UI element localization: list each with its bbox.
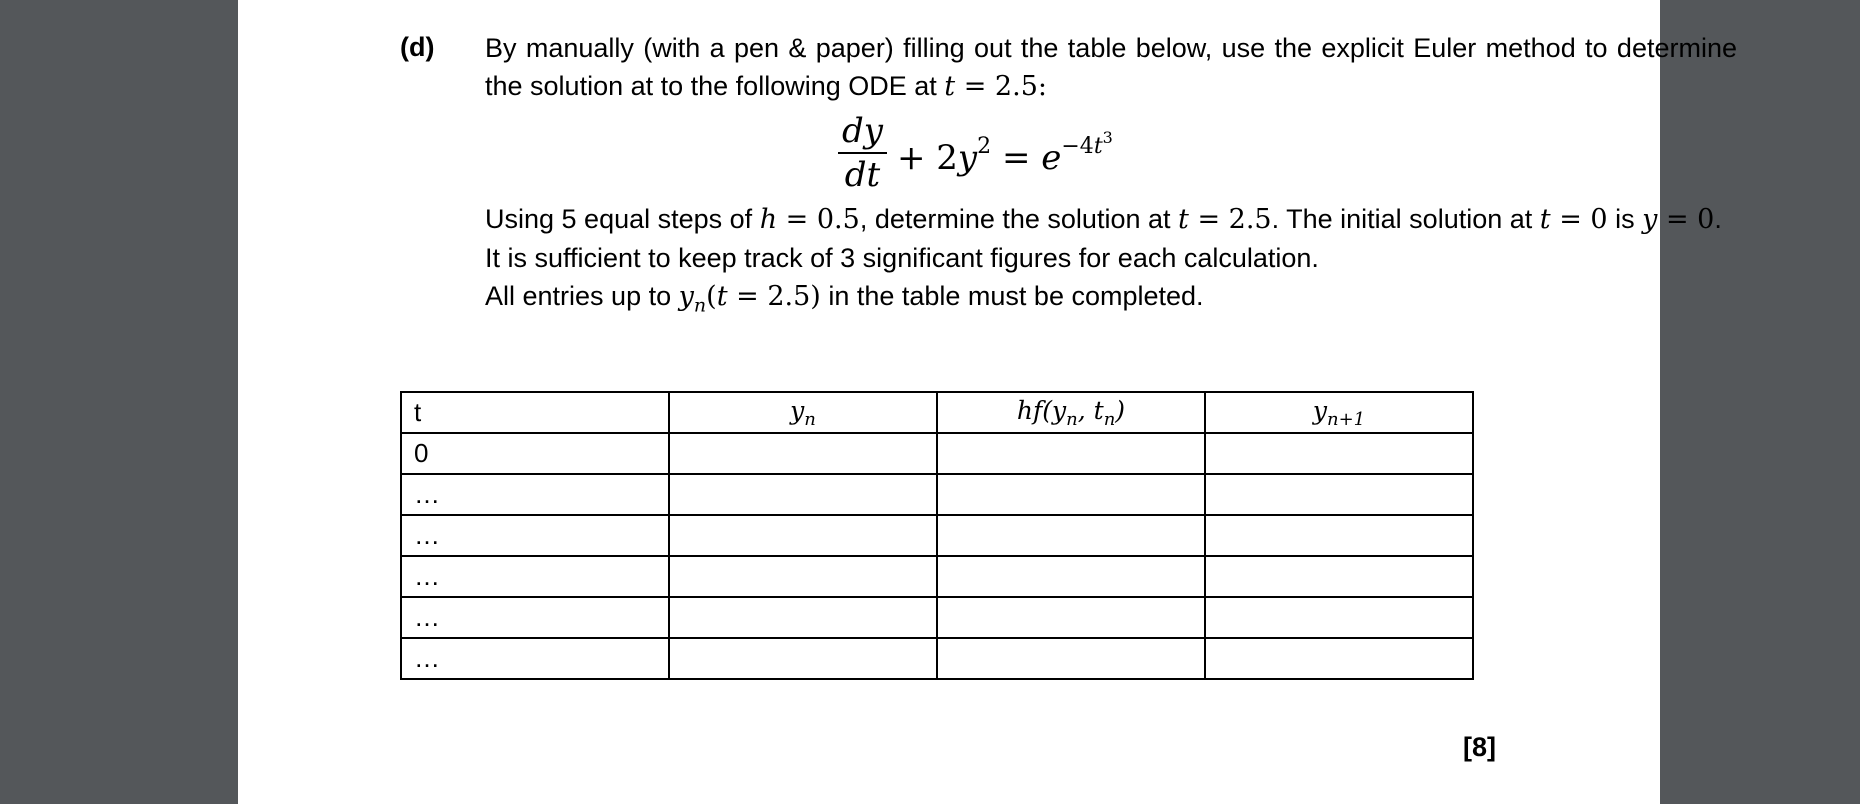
cell-hf[interactable] — [937, 638, 1205, 679]
equation-rhs — [897, 128, 1113, 178]
steps-h-value: = 0.5 — [777, 204, 860, 235]
steps-text-5: . — [1714, 204, 1722, 234]
header-hf-close: ) — [1115, 395, 1126, 425]
table-row — [401, 474, 1473, 515]
equation-exponent — [1061, 128, 1113, 159]
cell-yn1[interactable] — [1205, 474, 1473, 515]
header-hf-sub1: n — [1066, 408, 1078, 430]
cell-yn1[interactable] — [1205, 515, 1473, 556]
cell-hf[interactable] — [937, 433, 1205, 474]
cell-t: … — [401, 597, 669, 638]
cell-yn[interactable] — [669, 474, 937, 515]
instructions-paragraph — [485, 200, 1737, 324]
cell-t: … — [401, 638, 669, 679]
cell-t: … — [401, 474, 669, 515]
intro-text: By manually (with a pen & paper) filling out the table below, use the explicit Euler method to determine the solution at to the following ODE at — [485, 33, 1737, 101]
cell-hf[interactable] — [937, 556, 1205, 597]
fraction-denominator: dt — [844, 155, 881, 195]
header-yn-sub: n — [804, 408, 816, 430]
completion-sentence — [485, 277, 1737, 324]
equation-y: y — [957, 138, 978, 178]
intro-paragraph — [485, 29, 1737, 106]
header-hf-sub2: n — [1103, 408, 1116, 430]
sig-fig-sentence: It is sufficient to keep track of 3 significant figures for each calculation. — [485, 243, 1319, 273]
header-hf — [937, 392, 1205, 433]
table-row — [401, 515, 1473, 556]
cell-yn[interactable] — [669, 638, 937, 679]
intro-t-symbol: t — [944, 71, 956, 102]
steps-sentence — [485, 200, 1737, 239]
cell-hf[interactable] — [937, 474, 1205, 515]
table-row — [401, 556, 1473, 597]
completion-n-subscript: n — [693, 294, 707, 317]
cell-yn1[interactable] — [1205, 638, 1473, 679]
equation-y-exponent: 2 — [977, 134, 992, 159]
completion-paren-open: ( — [706, 281, 717, 312]
completion-prefix: All entries up to — [485, 281, 672, 311]
document-page — [238, 0, 1737, 804]
init-t-value: = 0 — [1550, 204, 1608, 235]
steps-text-2: , determine the solution at — [859, 204, 1171, 234]
exponent-t-power: 3 — [1102, 128, 1113, 147]
exponent-minus-four: −4 — [1061, 134, 1094, 159]
header-hf-prefix: hf(y — [1016, 395, 1067, 425]
equation-equals: = — [991, 138, 1042, 178]
completion-suffix: in the table must be completed. — [820, 281, 1204, 311]
cell-yn[interactable] — [669, 597, 937, 638]
header-yn1-sub: n+1 — [1326, 408, 1366, 430]
completion-y-symbol: y — [678, 281, 694, 312]
cell-t: 0 — [401, 433, 669, 474]
cell-yn1[interactable] — [1205, 597, 1473, 638]
header-yn — [669, 392, 937, 433]
cell-hf[interactable] — [937, 597, 1205, 638]
table-header-row — [401, 392, 1473, 433]
header-yn-base: y — [790, 395, 805, 425]
derivative-fraction — [838, 110, 887, 196]
init-t-symbol: t — [1539, 204, 1551, 235]
cell-t: … — [401, 515, 669, 556]
steps-text-4: is — [1607, 204, 1635, 234]
table-row — [401, 638, 1473, 679]
table-row — [401, 433, 1473, 474]
steps-t-symbol: t — [1178, 204, 1189, 235]
exponent-t: t — [1093, 134, 1103, 159]
part-label: (d) — [400, 32, 435, 62]
cell-yn1[interactable] — [1205, 556, 1473, 597]
header-t: t — [401, 392, 669, 433]
marks-label: [8] — [1463, 732, 1496, 762]
euler-table — [400, 391, 1474, 680]
steps-t-value: = 2.5 — [1188, 204, 1272, 235]
header-hf-mid: , t — [1077, 395, 1104, 425]
cell-yn[interactable] — [669, 433, 937, 474]
cell-hf[interactable] — [937, 515, 1205, 556]
ode-equation — [838, 103, 1113, 203]
init-y-symbol: y — [1642, 204, 1658, 235]
completion-t-symbol: t — [716, 281, 728, 312]
completion-t-value: = 2.5) — [727, 281, 821, 312]
steps-text-1: Using 5 equal steps of — [485, 204, 753, 234]
cell-yn1[interactable] — [1205, 433, 1473, 474]
steps-h-symbol: h — [759, 204, 778, 235]
cell-yn[interactable] — [669, 556, 937, 597]
steps-text-3: . The initial solution at — [1271, 204, 1533, 234]
header-yn1-base: y — [1312, 395, 1327, 425]
fraction-numerator: dy — [842, 111, 883, 151]
init-y-value: = 0 — [1657, 204, 1715, 235]
equation-e: e — [1041, 138, 1062, 178]
equation-plus-two: + 2 — [896, 138, 958, 178]
cell-t: … — [401, 556, 669, 597]
header-yn1 — [1205, 392, 1473, 433]
table-row — [401, 597, 1473, 638]
cell-yn[interactable] — [669, 515, 937, 556]
intro-t-value: = 2.5: — [955, 71, 1047, 102]
